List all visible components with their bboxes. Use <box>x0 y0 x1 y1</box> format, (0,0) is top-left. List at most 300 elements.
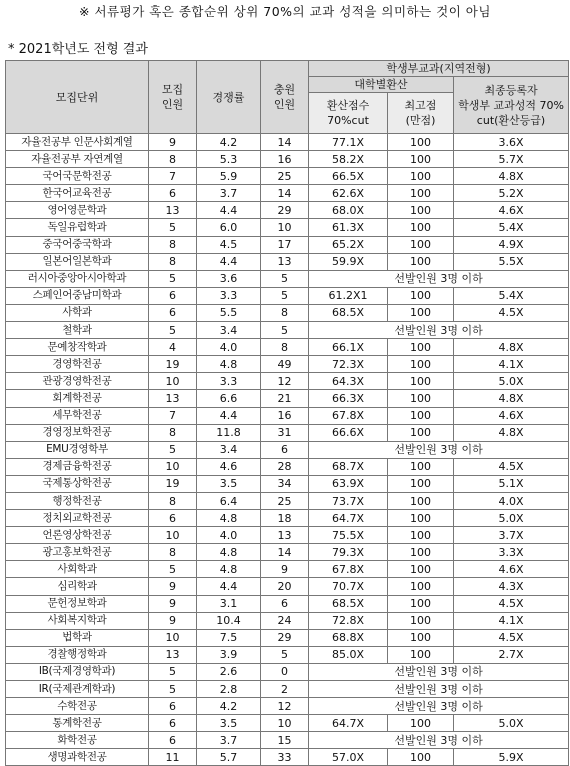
quota-cell: 9 <box>149 578 197 595</box>
quota-cell: 5 <box>149 322 197 339</box>
competition-cell: 6.6 <box>197 390 261 407</box>
table-row <box>6 715 569 732</box>
max-score-cell: 100 <box>388 339 454 356</box>
table-row <box>6 527 569 544</box>
score70-cell: 59.9X <box>309 253 388 270</box>
score70-cell: 66.1X <box>309 339 388 356</box>
header-filled <box>261 61 309 134</box>
filled-cell: 49 <box>261 356 309 373</box>
competition-cell: 5.9 <box>197 168 261 185</box>
notice-text: ※ 서류평가 혹은 종합순위 상위 70%의 교과 성적을 의미하는 것이 아님 <box>79 4 491 19</box>
quota-cell: 13 <box>149 202 197 219</box>
header-max-line1: 최고점 <box>404 99 437 112</box>
score70-cell: 65.2X <box>309 236 388 253</box>
competition-cell: 3.5 <box>197 715 261 732</box>
filled-cell: 5 <box>261 322 309 339</box>
quota-cell: 8 <box>149 151 197 168</box>
table-row <box>6 322 569 339</box>
score70-cell: 66.3X <box>309 390 388 407</box>
table-row <box>6 253 569 270</box>
max-score-cell: 100 <box>388 304 454 321</box>
dept-cell: 자율전공부 인문사회계열 <box>6 134 149 151</box>
final-grade-cell: 4.8X <box>454 168 569 185</box>
final-grade-cell: 4.6X <box>454 561 569 578</box>
score70-cell: 61.2X1 <box>309 287 388 304</box>
filled-cell: 25 <box>261 168 309 185</box>
quota-cell: 10 <box>149 629 197 646</box>
header-score70-line2: 70%cut <box>327 114 369 127</box>
filled-cell: 34 <box>261 475 309 492</box>
competition-cell: 4.4 <box>197 407 261 424</box>
final-grade-cell: 2.7X <box>454 646 569 663</box>
header-max-line2: (만점) <box>405 114 436 127</box>
table-row <box>6 544 569 561</box>
filled-cell: 10 <box>261 219 309 236</box>
max-score-cell: 100 <box>388 424 454 441</box>
competition-cell: 2.6 <box>197 663 261 680</box>
table-row <box>6 646 569 663</box>
filled-cell: 6 <box>261 595 309 612</box>
header-univ-conversion: 대학별환산 <box>309 77 454 93</box>
score70-cell: 72.8X <box>309 612 388 629</box>
final-grade-cell: 3.7X <box>454 527 569 544</box>
score70-cell: 68.0X <box>309 202 388 219</box>
max-score-cell: 100 <box>388 236 454 253</box>
max-score-cell: 100 <box>388 390 454 407</box>
table-row <box>6 510 569 527</box>
score70-cell: 85.0X <box>309 646 388 663</box>
quota-cell: 9 <box>149 612 197 629</box>
max-score-cell: 100 <box>388 578 454 595</box>
table-row <box>6 441 569 458</box>
dept-cell: 스페인어중남미학과 <box>6 287 149 304</box>
max-score-cell: 100 <box>388 407 454 424</box>
filled-cell: 10 <box>261 715 309 732</box>
dept-cell: 회계학전공 <box>6 390 149 407</box>
table-row <box>6 458 569 475</box>
score70-cell: 66.5X <box>309 168 388 185</box>
note-cell: 선발인원 3명 이하 <box>309 322 569 339</box>
quota-cell: 5 <box>149 270 197 287</box>
table-row <box>6 339 569 356</box>
score70-cell: 70.7X <box>309 578 388 595</box>
filled-cell: 5 <box>261 287 309 304</box>
max-score-cell: 100 <box>388 629 454 646</box>
competition-cell: 11.8 <box>197 424 261 441</box>
quota-cell: 13 <box>149 646 197 663</box>
max-score-cell: 100 <box>388 287 454 304</box>
table-row <box>6 373 569 390</box>
filled-cell: 14 <box>261 544 309 561</box>
score70-cell: 66.6X <box>309 424 388 441</box>
competition-cell: 10.4 <box>197 612 261 629</box>
dept-cell: 사회복지학과 <box>6 612 149 629</box>
competition-cell: 4.8 <box>197 561 261 578</box>
quota-cell: 5 <box>149 441 197 458</box>
header-quota <box>149 61 197 134</box>
filled-cell: 16 <box>261 407 309 424</box>
final-grade-cell: 4.1X <box>454 356 569 373</box>
max-score-cell: 100 <box>388 253 454 270</box>
competition-cell: 3.9 <box>197 646 261 663</box>
final-grade-cell: 4.9X <box>454 236 569 253</box>
competition-cell: 7.5 <box>197 629 261 646</box>
quota-cell: 6 <box>149 287 197 304</box>
score70-cell: 64.3X <box>309 373 388 390</box>
table-row <box>6 732 569 749</box>
competition-cell: 5.3 <box>197 151 261 168</box>
max-score-cell: 100 <box>388 356 454 373</box>
max-score-cell: 100 <box>388 151 454 168</box>
max-score-cell: 100 <box>388 458 454 475</box>
table-row <box>6 663 569 680</box>
score70-cell: 68.5X <box>309 304 388 321</box>
dept-cell: 사회학과 <box>6 561 149 578</box>
table-row <box>6 151 569 168</box>
filled-cell: 8 <box>261 339 309 356</box>
table-row <box>6 236 569 253</box>
score70-cell: 63.9X <box>309 475 388 492</box>
final-grade-cell: 5.1X <box>454 475 569 492</box>
max-score-cell: 100 <box>388 527 454 544</box>
competition-cell: 3.1 <box>197 595 261 612</box>
quota-cell: 8 <box>149 492 197 509</box>
filled-cell: 14 <box>261 185 309 202</box>
dept-cell: 화학전공 <box>6 732 149 749</box>
competition-cell: 3.4 <box>197 322 261 339</box>
final-grade-cell: 4.5X <box>454 595 569 612</box>
max-score-cell: 100 <box>388 373 454 390</box>
header-final-title: 최종등록자 <box>484 83 538 97</box>
score70-cell: 72.3X <box>309 356 388 373</box>
table-row <box>6 134 569 151</box>
competition-cell: 3.7 <box>197 732 261 749</box>
score70-cell: 62.6X <box>309 185 388 202</box>
competition-cell: 3.5 <box>197 475 261 492</box>
header-unit: 모집단위 <box>6 61 149 134</box>
filled-cell: 13 <box>261 253 309 270</box>
dept-cell: 자율전공부 자연계열 <box>6 151 149 168</box>
note-cell: 선발인원 3명 이하 <box>309 270 569 287</box>
dept-cell: 문헌정보학과 <box>6 595 149 612</box>
dept-cell: 중국어중국학과 <box>6 236 149 253</box>
quota-cell: 6 <box>149 698 197 715</box>
quota-cell: 9 <box>149 134 197 151</box>
final-grade-cell: 5.4X <box>454 219 569 236</box>
dept-cell: 세무학전공 <box>6 407 149 424</box>
dept-cell: 사학과 <box>6 304 149 321</box>
table-row <box>6 578 569 595</box>
note-cell: 선발인원 3명 이하 <box>309 732 569 749</box>
max-score-cell: 100 <box>388 715 454 732</box>
table-row <box>6 407 569 424</box>
quota-cell: 5 <box>149 561 197 578</box>
competition-cell: 3.6 <box>197 270 261 287</box>
table-body <box>6 134 569 766</box>
final-grade-cell: 5.5X <box>454 253 569 270</box>
dept-cell: IR(국제관계학과) <box>6 681 149 698</box>
table-row <box>6 168 569 185</box>
final-grade-cell: 4.8X <box>454 390 569 407</box>
final-grade-cell: 5.9X <box>454 749 569 766</box>
dept-cell: 생명과학전공 <box>6 749 149 766</box>
final-grade-cell: 5.0X <box>454 715 569 732</box>
header-final-sub2: cut(환산등급) <box>476 113 546 127</box>
dept-cell: 문예창작학과 <box>6 339 149 356</box>
final-grade-cell: 4.8X <box>454 339 569 356</box>
table-row <box>6 749 569 766</box>
table-row <box>6 270 569 287</box>
filled-cell: 13 <box>261 527 309 544</box>
competition-cell: 4.5 <box>197 236 261 253</box>
table-row <box>6 561 569 578</box>
dept-cell: 영어영문학과 <box>6 202 149 219</box>
table-row <box>6 185 569 202</box>
quota-cell: 6 <box>149 715 197 732</box>
filled-cell: 8 <box>261 304 309 321</box>
competition-cell: 6.0 <box>197 219 261 236</box>
quota-cell: 8 <box>149 253 197 270</box>
quota-cell: 13 <box>149 390 197 407</box>
results-table <box>5 60 569 766</box>
score70-cell: 64.7X <box>309 510 388 527</box>
header-max-score <box>388 93 454 134</box>
filled-cell: 9 <box>261 561 309 578</box>
header-filled-line2: 인원 <box>273 98 296 111</box>
dept-cell: 국제통상학전공 <box>6 475 149 492</box>
dept-cell: 정치외교학전공 <box>6 510 149 527</box>
competition-cell: 2.8 <box>197 681 261 698</box>
final-grade-cell: 3.6X <box>454 134 569 151</box>
dept-cell: 경영학전공 <box>6 356 149 373</box>
quota-cell: 11 <box>149 749 197 766</box>
competition-cell: 4.0 <box>197 339 261 356</box>
table-row <box>6 595 569 612</box>
quota-cell: 10 <box>149 527 197 544</box>
section-title: * 2021학년도 전형 결과 <box>8 42 148 57</box>
quota-cell: 4 <box>149 339 197 356</box>
dept-cell: 국어국문학전공 <box>6 168 149 185</box>
dept-cell: 언론영상학전공 <box>6 527 149 544</box>
competition-cell: 3.7 <box>197 185 261 202</box>
table-row <box>6 681 569 698</box>
score70-cell: 58.2X <box>309 151 388 168</box>
dept-cell: 행정학전공 <box>6 492 149 509</box>
header-competition: 경쟁률 <box>197 61 261 134</box>
filled-cell: 17 <box>261 236 309 253</box>
competition-cell: 4.8 <box>197 544 261 561</box>
max-score-cell: 100 <box>388 595 454 612</box>
dept-cell: 경영정보학전공 <box>6 424 149 441</box>
filled-cell: 33 <box>261 749 309 766</box>
score70-cell: 68.8X <box>309 629 388 646</box>
max-score-cell: 100 <box>388 168 454 185</box>
table-row <box>6 475 569 492</box>
score70-cell: 73.7X <box>309 492 388 509</box>
competition-cell: 5.5 <box>197 304 261 321</box>
quota-cell: 8 <box>149 544 197 561</box>
header-quota-line1: 모집 <box>161 83 184 96</box>
dept-cell: 일본어일본학과 <box>6 253 149 270</box>
max-score-cell: 100 <box>388 134 454 151</box>
final-grade-cell: 5.7X <box>454 151 569 168</box>
competition-cell: 4.2 <box>197 134 261 151</box>
table-row <box>6 492 569 509</box>
competition-cell: 4.8 <box>197 356 261 373</box>
dept-cell: 독일유럽학과 <box>6 219 149 236</box>
score70-cell: 67.8X <box>309 407 388 424</box>
filled-cell: 29 <box>261 202 309 219</box>
final-grade-cell: 4.6X <box>454 202 569 219</box>
header-group: 학생부교과(지역전형) <box>309 61 569 77</box>
quota-cell: 8 <box>149 236 197 253</box>
filled-cell: 6 <box>261 441 309 458</box>
quota-cell: 7 <box>149 407 197 424</box>
table-row <box>6 304 569 321</box>
table-row <box>6 356 569 373</box>
filled-cell: 24 <box>261 612 309 629</box>
final-grade-cell: 4.8X <box>454 424 569 441</box>
dept-cell: 법학과 <box>6 629 149 646</box>
competition-cell: 6.4 <box>197 492 261 509</box>
header-quota-line2: 인원 <box>161 98 184 111</box>
note-cell: 선발인원 3명 이하 <box>309 698 569 715</box>
max-score-cell: 100 <box>388 612 454 629</box>
table-row <box>6 390 569 407</box>
quota-cell: 8 <box>149 424 197 441</box>
competition-cell: 4.0 <box>197 527 261 544</box>
filled-cell: 12 <box>261 698 309 715</box>
competition-cell: 3.3 <box>197 287 261 304</box>
final-grade-cell: 4.0X <box>454 492 569 509</box>
score70-cell: 79.3X <box>309 544 388 561</box>
score70-cell: 64.7X <box>309 715 388 732</box>
final-grade-cell: 5.2X <box>454 185 569 202</box>
final-grade-cell: 3.3X <box>454 544 569 561</box>
quota-cell: 10 <box>149 458 197 475</box>
filled-cell: 28 <box>261 458 309 475</box>
quota-cell: 7 <box>149 168 197 185</box>
score70-cell: 77.1X <box>309 134 388 151</box>
filled-cell: 2 <box>261 681 309 698</box>
filled-cell: 16 <box>261 151 309 168</box>
quota-cell: 19 <box>149 475 197 492</box>
max-score-cell: 100 <box>388 646 454 663</box>
filled-cell: 5 <box>261 270 309 287</box>
quota-cell: 6 <box>149 732 197 749</box>
quota-cell: 5 <box>149 681 197 698</box>
competition-cell: 4.6 <box>197 458 261 475</box>
dept-cell: 러시아중앙아시아학과 <box>6 270 149 287</box>
dept-cell: 철학과 <box>6 322 149 339</box>
score70-cell: 61.3X <box>309 219 388 236</box>
final-grade-cell: 5.0X <box>454 510 569 527</box>
filled-cell: 14 <box>261 134 309 151</box>
max-score-cell: 100 <box>388 492 454 509</box>
score70-cell: 75.5X <box>309 527 388 544</box>
note-cell: 선발인원 3명 이하 <box>309 663 569 680</box>
final-grade-cell: 5.0X <box>454 373 569 390</box>
max-score-cell: 100 <box>388 510 454 527</box>
filled-cell: 21 <box>261 390 309 407</box>
filled-cell: 20 <box>261 578 309 595</box>
filled-cell: 18 <box>261 510 309 527</box>
max-score-cell: 100 <box>388 185 454 202</box>
max-score-cell: 100 <box>388 202 454 219</box>
dept-cell: 경찰행정학과 <box>6 646 149 663</box>
table-row <box>6 424 569 441</box>
competition-cell: 4.4 <box>197 578 261 595</box>
max-score-cell: 100 <box>388 749 454 766</box>
table-row <box>6 698 569 715</box>
table-row <box>6 287 569 304</box>
final-grade-cell: 5.4X <box>454 287 569 304</box>
final-grade-cell: 4.3X <box>454 578 569 595</box>
dept-cell: 수학전공 <box>6 698 149 715</box>
score70-cell: 68.5X <box>309 595 388 612</box>
score70-cell: 68.7X <box>309 458 388 475</box>
max-score-cell: 100 <box>388 475 454 492</box>
score70-cell: 57.0X <box>309 749 388 766</box>
quota-cell: 6 <box>149 510 197 527</box>
competition-cell: 4.4 <box>197 253 261 270</box>
final-grade-cell: 4.1X <box>454 612 569 629</box>
dept-cell: 경제금융학전공 <box>6 458 149 475</box>
competition-cell: 3.3 <box>197 373 261 390</box>
quota-cell: 10 <box>149 373 197 390</box>
header-filled-line1: 충원 <box>273 83 296 96</box>
final-grade-cell: 4.5X <box>454 304 569 321</box>
filled-cell: 25 <box>261 492 309 509</box>
dept-cell: IB(국제경영학과) <box>6 663 149 680</box>
final-grade-cell: 4.5X <box>454 629 569 646</box>
header-score70 <box>309 93 388 134</box>
final-grade-cell: 4.6X <box>454 407 569 424</box>
filled-cell: 15 <box>261 732 309 749</box>
dept-cell: 관광경영학전공 <box>6 373 149 390</box>
header-final <box>454 77 569 134</box>
table-row <box>6 202 569 219</box>
max-score-cell: 100 <box>388 219 454 236</box>
dept-cell: 한국어교육전공 <box>6 185 149 202</box>
quota-cell: 9 <box>149 595 197 612</box>
table-row <box>6 219 569 236</box>
max-score-cell: 100 <box>388 561 454 578</box>
quota-cell: 19 <box>149 356 197 373</box>
filled-cell: 31 <box>261 424 309 441</box>
competition-cell: 4.8 <box>197 510 261 527</box>
quota-cell: 6 <box>149 185 197 202</box>
max-score-cell: 100 <box>388 544 454 561</box>
dept-cell: 광고홍보학전공 <box>6 544 149 561</box>
filled-cell: 29 <box>261 629 309 646</box>
quota-cell: 5 <box>149 663 197 680</box>
quota-cell: 6 <box>149 304 197 321</box>
table-header <box>6 61 569 134</box>
competition-cell: 4.4 <box>197 202 261 219</box>
table-row <box>6 629 569 646</box>
header-score70-line1: 환산점수 <box>326 99 370 112</box>
filled-cell: 5 <box>261 646 309 663</box>
dept-cell: 심리학과 <box>6 578 149 595</box>
filled-cell: 0 <box>261 663 309 680</box>
filled-cell: 12 <box>261 373 309 390</box>
competition-cell: 5.7 <box>197 749 261 766</box>
score70-cell: 67.8X <box>309 561 388 578</box>
quota-cell: 5 <box>149 219 197 236</box>
competition-cell: 4.2 <box>197 698 261 715</box>
header-final-sub1: 학생부 교과성적 70% <box>458 98 564 112</box>
